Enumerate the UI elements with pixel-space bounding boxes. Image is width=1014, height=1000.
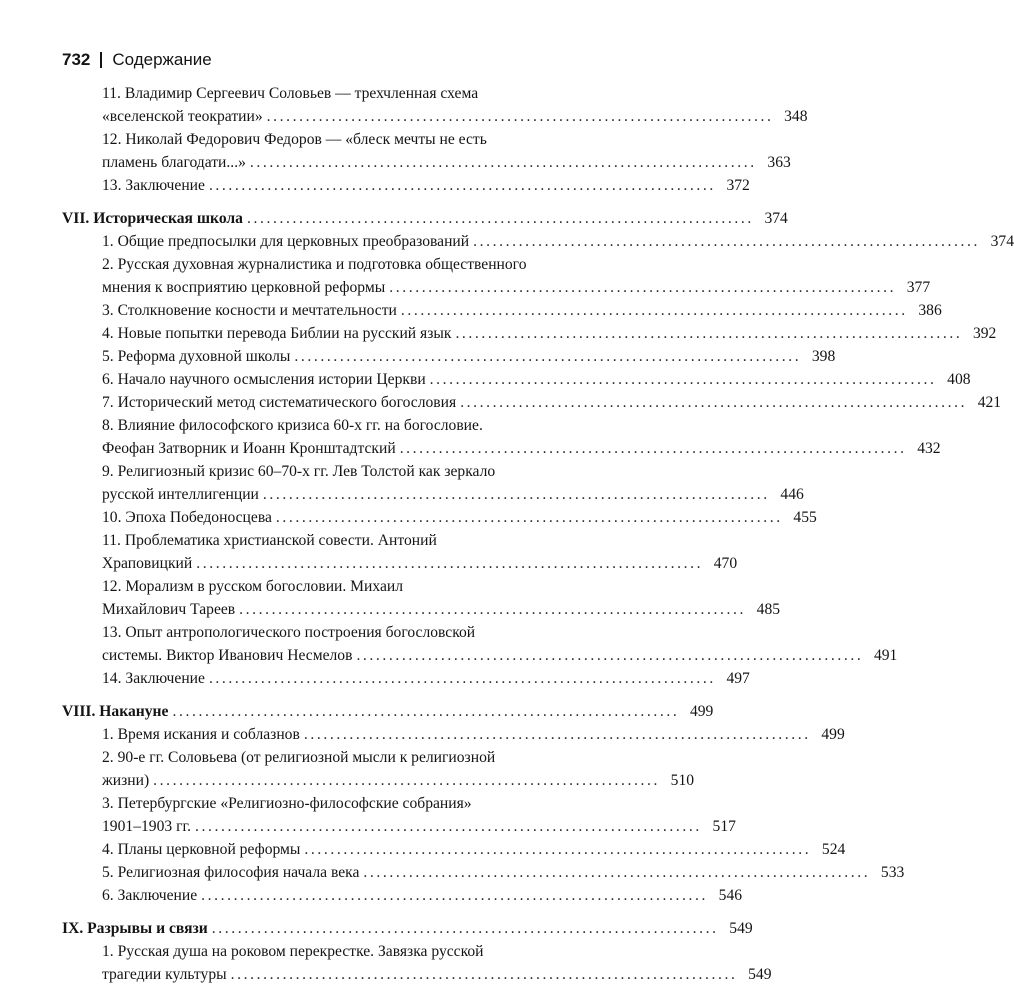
dot-leader: .............................................................................. (249, 154, 757, 171)
toc-section (62, 207, 1014, 690)
entry-number: 6. (102, 887, 114, 904)
entry-title-line: Опыт антропологического построения богословской (125, 624, 476, 641)
section-heading[interactable] (62, 207, 788, 230)
entry-last-line (102, 483, 804, 506)
dot-leader: .............................................................................. (363, 864, 871, 881)
entry-title (102, 667, 205, 690)
entry-last-line (102, 644, 898, 667)
page-ref: 374 (764, 210, 788, 227)
section-title: Историческая школа (93, 210, 243, 227)
toc-entry[interactable] (62, 884, 743, 907)
entry-title (102, 345, 290, 368)
entry-last-line (102, 299, 942, 322)
toc-entry[interactable] (62, 529, 738, 575)
running-header (62, 48, 212, 72)
toc-entry[interactable] (62, 128, 791, 174)
entry-number: 1. (102, 726, 114, 743)
entry-number: 4. (102, 325, 114, 342)
entry-last-line (102, 322, 997, 345)
entry-title (102, 105, 263, 128)
entry-number: 12. (102, 131, 122, 148)
table-of-contents (62, 82, 1014, 996)
dot-leader: .............................................................................. (172, 703, 680, 720)
entry-title (102, 963, 227, 986)
entry-title-line: Храповицкий (102, 555, 193, 572)
header-divider (100, 52, 102, 68)
entry-title-line: Русская духовная журналистика и подготовка общественного (117, 256, 527, 273)
entry-title-line: Феофан Затворник и Иоанн Кронштадтский (102, 440, 396, 457)
dot-leader: .............................................................................. (208, 670, 716, 687)
entry-last-line (102, 230, 1014, 253)
toc-entry[interactable] (62, 174, 750, 197)
toc-entry[interactable] (62, 621, 898, 667)
page-ref: 524 (821, 841, 846, 858)
entry-title (102, 276, 385, 299)
toc-section (62, 917, 772, 986)
toc-entry[interactable] (62, 792, 736, 838)
entry-first-line (102, 792, 620, 815)
entry-number: 3. (102, 795, 114, 812)
page-ref: 499 (821, 726, 845, 743)
entry-number: 13. (102, 624, 122, 641)
entry-title-line: русской интеллигенции (102, 486, 259, 503)
entry-number: 5. (102, 348, 114, 365)
section-heading-text (62, 700, 168, 723)
dot-leader: .............................................................................. (201, 887, 709, 904)
toc-entry[interactable] (62, 345, 836, 368)
toc-entry[interactable] (62, 940, 772, 986)
entry-title-line: Исторический метод систематического богословия (117, 394, 457, 411)
toc-entry[interactable] (62, 506, 817, 529)
dot-leader: .............................................................................. (460, 394, 968, 411)
entry-title (102, 769, 149, 792)
toc-entry[interactable] (62, 414, 941, 460)
page-ref: 398 (811, 348, 836, 365)
entry-title-line: Заключение (125, 177, 205, 194)
entry-number: 9. (102, 463, 114, 480)
page-ref: 485 (756, 601, 781, 618)
entry-first-line (102, 940, 620, 963)
entry-last-line (102, 276, 931, 299)
section-heading-text (62, 917, 208, 940)
entry-last-line (102, 506, 817, 529)
page-ref: 392 (972, 325, 997, 342)
entry-title (102, 815, 191, 838)
entry-number: 11. (102, 532, 121, 549)
entry-last-line (102, 838, 846, 861)
page-ref: 546 (718, 887, 743, 904)
dot-leader: .............................................................................. (294, 348, 802, 365)
dot-leader: .............................................................................. (208, 177, 716, 194)
page-ref: 348 (784, 108, 808, 125)
page-ref: 491 (873, 647, 898, 664)
entry-title-line: Религиозный кризис 60–70-х гг. Лев Толстой как зеркало (117, 463, 496, 480)
entry-title (102, 391, 456, 414)
entry-number: 6. (102, 371, 114, 388)
entry-last-line (102, 105, 808, 128)
entry-number: 4. (102, 841, 114, 858)
entry-title-line: Петербургские «Религиозно-философские собрания» (117, 795, 472, 812)
entry-title-line: Религиозная философия начала века (117, 864, 360, 881)
page-ref: 374 (990, 233, 1014, 250)
entry-title (102, 151, 246, 174)
section-title: Накануне (99, 703, 169, 720)
entry-title (102, 552, 192, 575)
entry-last-line (102, 884, 743, 907)
toc-entry[interactable] (62, 322, 997, 345)
entry-number: 8. (102, 417, 114, 434)
entry-title (102, 838, 300, 861)
entry-title-line: Владимир Сергеевич Соловьев — трехчленная схема (124, 85, 479, 102)
dot-leader: .............................................................................. (275, 509, 783, 526)
dot-leader: .............................................................................. (196, 555, 704, 572)
page-ref: 363 (767, 154, 791, 171)
toc-entry[interactable] (62, 299, 942, 322)
entry-first-line (102, 621, 620, 644)
entry-title (102, 299, 397, 322)
toc-entry[interactable] (62, 861, 905, 884)
entry-number: 13. (102, 177, 122, 194)
entry-title (102, 723, 300, 746)
header-title: Содержание (112, 50, 212, 69)
entry-title-line: Новые попытки перевода Библии на русский язык (117, 325, 452, 342)
entry-title-line: Общие предпосылки для церковных преобразований (117, 233, 470, 250)
section-heading[interactable] (62, 917, 753, 940)
entry-first-line (102, 746, 620, 769)
dot-leader: .............................................................................. (230, 966, 738, 983)
entry-last-line (102, 391, 1002, 414)
entry-last-line (102, 815, 736, 838)
page-ref: 497 (726, 670, 750, 687)
entry-last-line (102, 368, 971, 391)
page-ref: 499 (689, 703, 714, 720)
entry-title-line: 90-е гг. Соловьева (от религиозной мысли к религиозной (117, 749, 496, 766)
entry-title-line: Заключение (117, 887, 198, 904)
page-ref: 408 (947, 371, 971, 388)
entry-title-line: Планы церковной реформы (117, 841, 301, 858)
entry-title (102, 483, 259, 506)
dot-leader: .............................................................................. (303, 726, 811, 743)
entry-title-line: Проблематика христианской совести. Антоний (124, 532, 437, 549)
dot-leader: .............................................................................. (262, 486, 770, 503)
entry-title-line: Русская душа на роковом перекрестке. Завязка русской (117, 943, 484, 960)
page-ref: 386 (918, 302, 942, 319)
toc-entry[interactable] (62, 575, 781, 621)
entry-title-line: Эпоха Победоносцева (125, 509, 272, 526)
entry-title (102, 644, 352, 667)
toc-entry[interactable] (62, 230, 1014, 253)
entry-number: 5. (102, 864, 114, 881)
page-ref: 432 (917, 440, 941, 457)
entry-first-line (102, 82, 620, 105)
section-number: IX. (62, 920, 84, 937)
entry-title (102, 598, 235, 621)
entry-number: 2. (102, 256, 114, 273)
entry-title (102, 884, 197, 907)
entry-title (102, 230, 469, 253)
entry-first-line (102, 414, 620, 437)
toc-section (62, 700, 905, 907)
section-title: Разрывы и связи (87, 920, 208, 937)
toc-entry[interactable] (62, 368, 971, 391)
entry-title-line: 1901–1903 гг. (102, 818, 192, 835)
entry-last-line (102, 861, 905, 884)
entry-last-line (102, 552, 738, 575)
entry-last-line (102, 174, 750, 197)
page-ref: 549 (729, 920, 753, 937)
entry-title-line: Реформа духовной школы (117, 348, 291, 365)
entry-title (102, 437, 396, 460)
entry-first-line (102, 575, 620, 598)
entry-number: 2. (102, 749, 114, 766)
dot-leader: .............................................................................. (473, 233, 980, 250)
entry-title (102, 861, 359, 884)
entry-title-line: Влияние философского кризиса 60-х гг. на богословие. (117, 417, 483, 434)
dot-leader: .............................................................................. (304, 841, 812, 858)
entry-title-line: Столкновение косности и мечтательности (117, 302, 397, 319)
dot-leader: .............................................................................. (400, 302, 908, 319)
dot-leader: .............................................................................. (399, 440, 907, 457)
dot-leader: .............................................................................. (211, 920, 719, 937)
page-ref: 372 (726, 177, 750, 194)
entry-title-line: Морализм в русском богословии. Михаил (125, 578, 404, 595)
entry-first-line (102, 253, 620, 276)
section-heading[interactable] (62, 700, 714, 723)
entry-last-line (102, 437, 941, 460)
entry-last-line (102, 723, 845, 746)
page-ref: 421 (977, 394, 1002, 411)
entry-number: 1. (102, 233, 114, 250)
entry-title-line: трагедии культуры (102, 966, 227, 983)
dot-leader: .............................................................................. (266, 108, 774, 125)
entry-last-line (102, 345, 836, 368)
section-heading-text (62, 207, 243, 230)
entry-title-line: Заключение (125, 670, 205, 687)
toc-entry[interactable] (62, 391, 1002, 414)
toc-entry[interactable] (62, 460, 804, 506)
entry-title-line: пламень благодати...» (102, 154, 246, 171)
page-ref: 533 (880, 864, 905, 881)
page-ref: 510 (670, 772, 695, 789)
page-ref: 470 (713, 555, 738, 572)
entry-title-line: «вселенской теократии» (102, 108, 263, 125)
toc-entry[interactable] (62, 667, 750, 690)
entry-title-line: жизни) (102, 772, 150, 789)
entry-number: 10. (102, 509, 122, 526)
entry-number: 12. (102, 578, 122, 595)
entry-last-line (102, 598, 781, 621)
entry-last-line (102, 769, 695, 792)
entry-number: 7. (102, 394, 114, 411)
section-number: VII. (62, 210, 90, 227)
page-ref: 549 (748, 966, 772, 983)
toc-entry[interactable] (62, 746, 695, 792)
entry-number: 3. (102, 302, 114, 319)
entry-title-line: мнения к восприятию церковной реформы (102, 279, 386, 296)
section-number: VIII. (62, 703, 96, 720)
entry-last-line (102, 963, 772, 986)
entry-number: 11. (102, 85, 121, 102)
entry-title-line: Михайлович Тареев (102, 601, 236, 618)
dot-leader: .............................................................................. (356, 647, 864, 664)
entry-title (102, 322, 451, 345)
entry-first-line (102, 128, 620, 151)
page-number: 732 (62, 50, 91, 69)
entry-title (102, 506, 272, 529)
toc-section (62, 82, 808, 197)
toc-entry[interactable] (62, 253, 931, 299)
entry-first-line (102, 460, 620, 483)
entry-title-line: системы. Виктор Иванович Несмелов (102, 647, 353, 664)
dot-leader: .............................................................................. (246, 210, 754, 227)
page-ref: 377 (906, 279, 931, 296)
toc-entry[interactable] (62, 838, 846, 861)
toc-entry[interactable] (62, 82, 808, 128)
entry-last-line (102, 667, 750, 690)
dot-leader: .............................................................................. (239, 601, 747, 618)
dot-leader: .............................................................................. (389, 279, 897, 296)
dot-leader: .............................................................................. (195, 818, 702, 835)
entry-number: 1. (102, 943, 114, 960)
page-ref: 455 (793, 509, 817, 526)
page-ref: 517 (712, 818, 736, 835)
entry-title-line: Время искания и соблазнов (117, 726, 300, 743)
dot-leader: .............................................................................. (153, 772, 661, 789)
toc-entry[interactable] (62, 723, 845, 746)
entry-number: 14. (102, 670, 122, 687)
page-ref: 446 (780, 486, 804, 503)
entry-title (102, 174, 205, 197)
entry-first-line (102, 529, 620, 552)
entry-title-line: Начало научного осмысления истории Церкви (117, 371, 426, 388)
dot-leader: .............................................................................. (429, 371, 937, 388)
entry-last-line (102, 151, 791, 174)
dot-leader: .............................................................................. (455, 325, 963, 342)
entry-title-line: Николай Федорович Федоров — «блеск мечты не есть (125, 131, 487, 148)
entry-title (102, 368, 426, 391)
